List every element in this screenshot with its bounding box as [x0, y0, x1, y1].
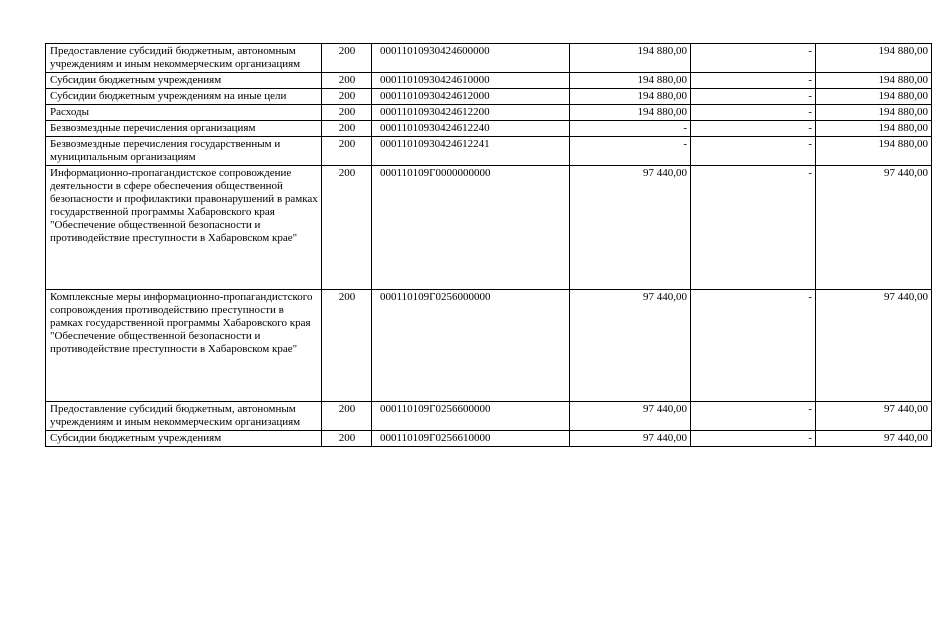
row-rest: 97 440,00	[816, 431, 932, 447]
row-name: Информационно-пропагандистское сопровождение деятельности в сфере обеспечения общественной безопасности и профилактики правонарушений в рамках государственной программы Хабаровского края "Обеспечение общественной безопасности и противодействие преступности в Хабаровском крае"	[46, 166, 322, 290]
row-code: 200	[322, 121, 372, 137]
row-kbk: 00011010930424612241	[372, 137, 570, 166]
table-row	[46, 431, 932, 447]
row-exec: -	[691, 121, 816, 137]
row-kbk: 000110109Г0256600000	[372, 402, 570, 431]
row-code: 200	[322, 105, 372, 121]
row-code: 200	[322, 137, 372, 166]
table-row	[46, 290, 932, 402]
table-row	[46, 402, 932, 431]
row-name: Безвозмездные перечисления государственным и муниципальным организациям	[46, 137, 322, 166]
table-body	[46, 44, 932, 447]
row-code: 200	[322, 166, 372, 290]
row-kbk: 00011010930424610000	[372, 73, 570, 89]
row-code: 200	[322, 402, 372, 431]
row-rest: 194 880,00	[816, 44, 932, 73]
table-row	[46, 73, 932, 89]
row-name: Субсидии бюджетным учреждениям	[46, 431, 322, 447]
row-name: Субсидии бюджетным учреждениям	[46, 73, 322, 89]
row-exec: -	[691, 73, 816, 89]
row-exec: -	[691, 105, 816, 121]
row-kbk: 000110109Г0256610000	[372, 431, 570, 447]
row-code: 200	[322, 44, 372, 73]
row-rest: 194 880,00	[816, 105, 932, 121]
row-plan: 194 880,00	[570, 73, 691, 89]
row-name: Предоставление субсидий бюджетным, автономным учреждениям и иным некоммерческим организациям	[46, 402, 322, 431]
row-kbk: 00011010930424612000	[372, 89, 570, 105]
table-row	[46, 137, 932, 166]
row-name: Субсидии бюджетным учреждениям на иные цели	[46, 89, 322, 105]
row-code: 200	[322, 290, 372, 402]
budget-execution-table	[45, 43, 932, 447]
row-exec: -	[691, 166, 816, 290]
row-kbk: 000110109Г0000000000	[372, 166, 570, 290]
row-name: Расходы	[46, 105, 322, 121]
row-plan: -	[570, 121, 691, 137]
row-plan: 97 440,00	[570, 431, 691, 447]
row-rest: 194 880,00	[816, 89, 932, 105]
row-kbk: 00011010930424600000	[372, 44, 570, 73]
table-row	[46, 105, 932, 121]
table-row	[46, 166, 932, 290]
row-code: 200	[322, 73, 372, 89]
row-kbk: 000110109Г0256000000	[372, 290, 570, 402]
row-exec: -	[691, 290, 816, 402]
row-plan: 97 440,00	[570, 166, 691, 290]
row-exec: -	[691, 402, 816, 431]
row-exec: -	[691, 431, 816, 447]
row-plan: -	[570, 137, 691, 166]
row-plan: 194 880,00	[570, 105, 691, 121]
row-exec: -	[691, 137, 816, 166]
table-row	[46, 44, 932, 73]
row-plan: 194 880,00	[570, 89, 691, 105]
row-plan: 97 440,00	[570, 290, 691, 402]
row-name: Комплексные меры информационно-пропагандистского сопровождения противодействию преступности в рамках государственной программы Хабаровского края "Обеспечение общественной безопасности и противодействие преступности в Хабаровском крае"	[46, 290, 322, 402]
row-plan: 194 880,00	[570, 44, 691, 73]
row-exec: -	[691, 89, 816, 105]
row-rest: 97 440,00	[816, 166, 932, 290]
row-rest: 194 880,00	[816, 121, 932, 137]
row-kbk: 00011010930424612240	[372, 121, 570, 137]
row-rest: 97 440,00	[816, 402, 932, 431]
row-name: Предоставление субсидий бюджетным, автономным учреждениям и иным некоммерческим организациям	[46, 44, 322, 73]
table-row	[46, 121, 932, 137]
row-kbk: 00011010930424612200	[372, 105, 570, 121]
row-rest: 97 440,00	[816, 290, 932, 402]
row-name: Безвозмездные перечисления организациям	[46, 121, 322, 137]
row-code: 200	[322, 89, 372, 105]
row-code: 200	[322, 431, 372, 447]
row-rest: 194 880,00	[816, 137, 932, 166]
table-row	[46, 89, 932, 105]
row-exec: -	[691, 44, 816, 73]
row-rest: 194 880,00	[816, 73, 932, 89]
row-plan: 97 440,00	[570, 402, 691, 431]
